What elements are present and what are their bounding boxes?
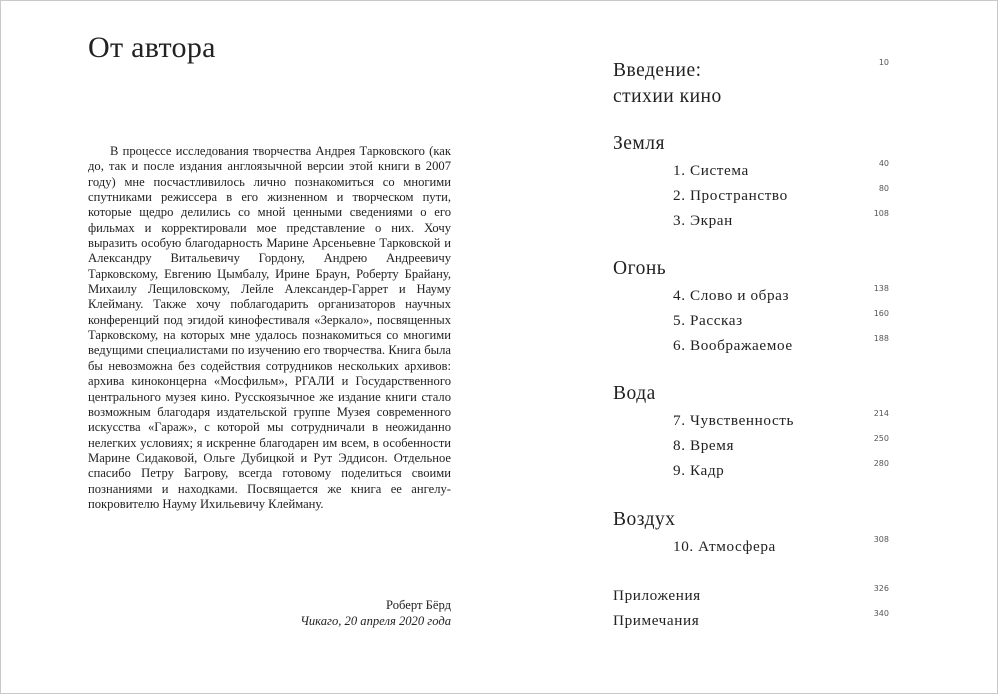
toc-chapter[interactable]: 10. Атмосфера [673,538,776,555]
toc-page-number: 80 [878,184,889,193]
toc-page-number: 160 [873,309,889,318]
toc-chapter[interactable]: 9. Кадр [673,462,725,479]
place-date: Чикаго, 20 апреля 2020 года [300,614,451,628]
left-page [1,1,501,693]
toc-page-number: 308 [873,535,889,544]
toc-page-number: 250 [873,434,889,443]
toc-intro-line2: стихии кино [613,86,722,107]
toc-section-title[interactable]: Воздух [613,509,676,530]
toc-section-title[interactable]: Огонь [613,258,667,279]
toc-chapter[interactable]: 3. Экран [673,212,733,229]
toc-page-number: 188 [873,334,889,343]
toc-chapter[interactable]: 1. Система [673,162,749,179]
toc-chapter[interactable]: 4. Слово и образ [673,287,790,304]
toc-section-title[interactable]: Вода [613,383,656,404]
toc-chapter[interactable]: 8. Время [673,437,735,454]
toc-intro-line1: Введение: [613,60,702,81]
author-signature: Роберт Бёрд [386,598,451,612]
toc-page-number: 10 [878,58,889,67]
toc-page-number: 138 [873,284,889,293]
toc-section-title[interactable]: Земля [613,133,665,154]
preface-paragraph: В процессе исследования творчества Андрея Тарковского (как до, так и после издания англоязычной версии этой книги в 2007 году) мне посчастливилось лично познакомиться со многими спутниками режиссера в его жизненном и творческом пути, которые щедро делились со мной ценными сведениями о его фильмах и корректировали мое представление о них. Хочу выразить особую благодарность Марине Арсеньевне Тарковской и Александру Витальевичу Гордону, Андрею Андреевичу Тарковскому, Евгению Цымбалу, Ирине Браун, Роберту Брайану, Михаилу Лещиловскому, Лейле Александер-Гаррет и Науму Клейману. Также хочу поблагодарить организаторов научных конференций под эгидой кинофестиваля «Зеркало», посвященных Тарковскому, на которых мне удалось познакомиться со многими ведущими специалистами по изучению его творчества. Книга была бы невозможна без содействия сотрудников нескольких архивов: архива киноконцерна «Мосфильм», РГАЛИ и Государственного центрального музея кино. Русскоязычное же издание книги стало возможным благодаря издательской группе Музея современного искусства «Гараж», с которой мы сотрудничали в неожиданно нелегких условиях; я искренне благодарен им всем, в особенности Марине Сидаковой, Ольге Дубицкой и Рут Эддисон. Отдельное спасибо Петру Багрову, всегда готовому поделиться своими познаниями и находками. Посвящается же книга ее ангелу-покровителю Науму Ихильевичу Клейману. [88,144,451,511]
toc-chapter[interactable]: 7. Чувственность [673,412,795,429]
toc-chapter[interactable]: 6. Воображаемое [673,337,793,354]
toc-page-number: 326 [873,584,889,593]
toc-page-number: 280 [873,459,889,468]
toc-page-number: 340 [873,609,889,618]
page-title: От автора [88,31,216,64]
toc-back-item[interactable]: Примечания [613,612,700,629]
preface-text [88,144,451,512]
toc-page-number: 214 [873,409,889,418]
toc-page-number: 108 [873,209,889,218]
toc-chapter[interactable]: 2. Пространство [673,187,788,204]
toc-chapter[interactable]: 5. Рассказ [673,312,743,329]
toc-back-item[interactable]: Приложения [613,587,701,604]
toc-page-number: 40 [878,159,889,168]
toc-intro[interactable] [613,58,722,110]
table-of-contents [501,1,1000,693]
